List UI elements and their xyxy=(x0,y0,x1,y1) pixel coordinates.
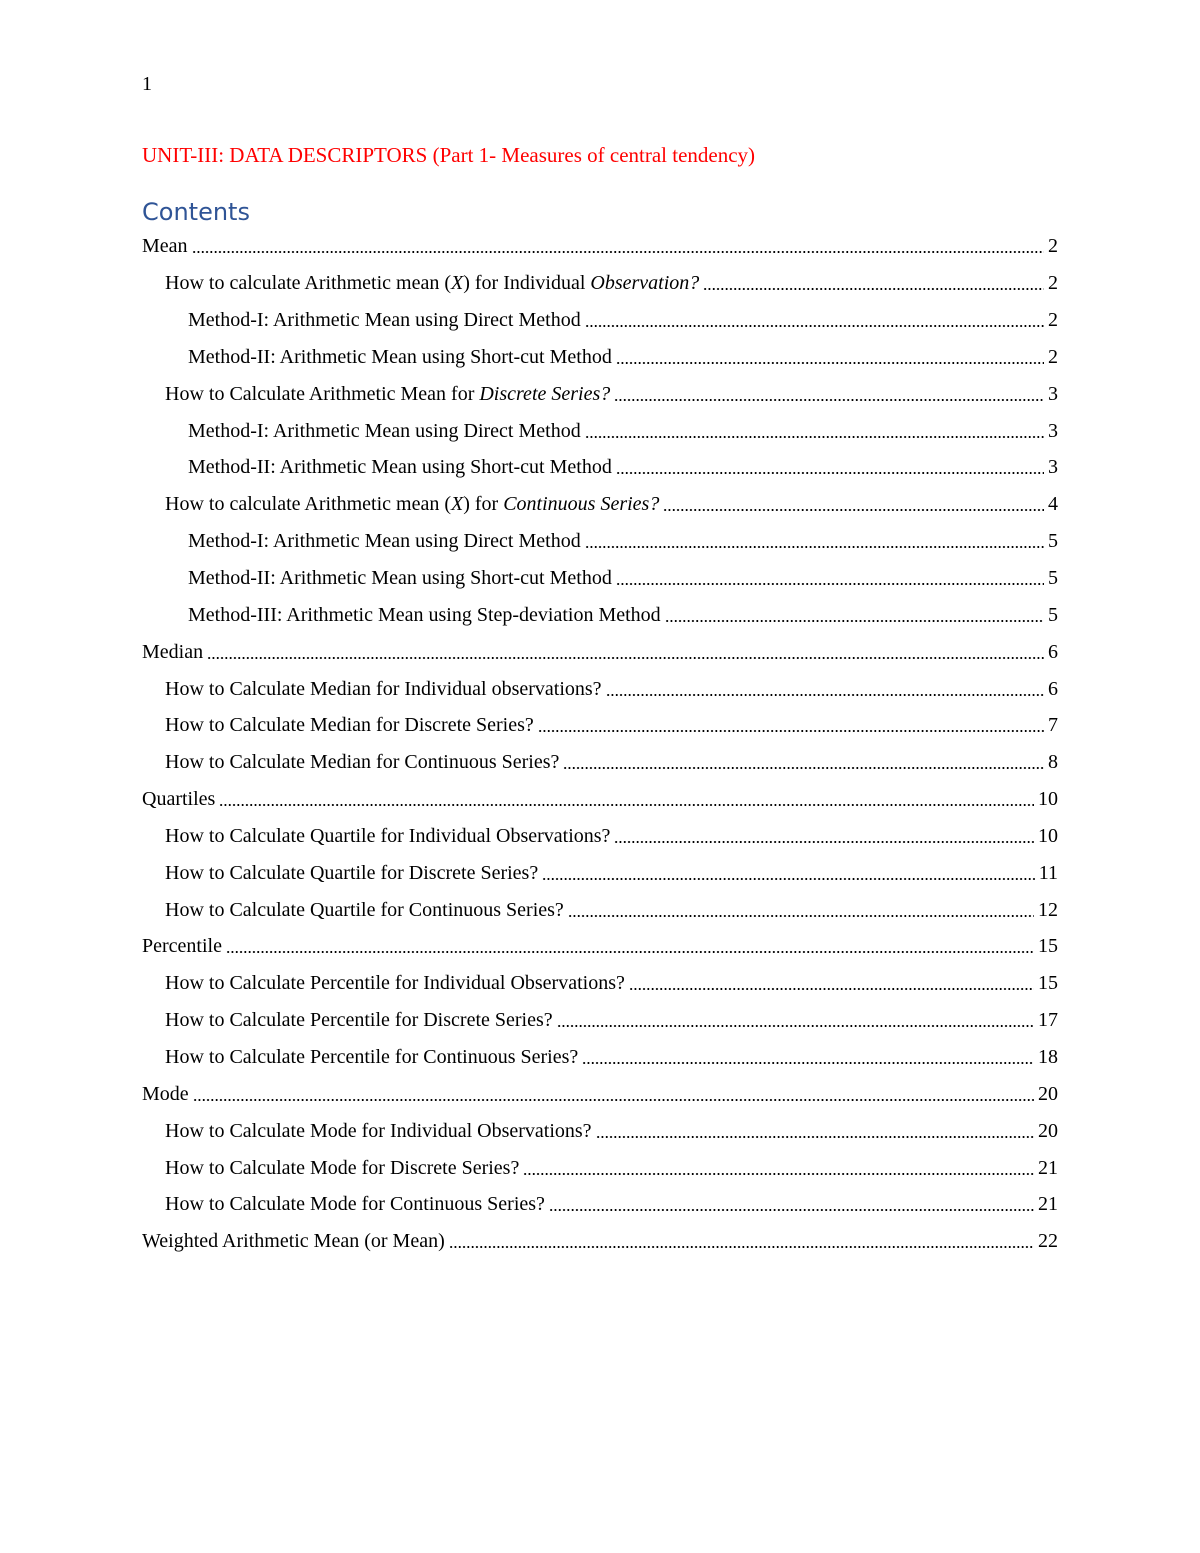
toc-page-number: 17 xyxy=(1038,1009,1058,1032)
toc-page-number: 4 xyxy=(1048,493,1058,516)
toc-entry-title: How to Calculate Percentile for Individual Observations? xyxy=(165,972,625,995)
toc-page-number: 3 xyxy=(1048,382,1058,405)
toc-page-number: 8 xyxy=(1048,751,1058,774)
toc-page-number: 5 xyxy=(1048,603,1058,626)
dot-leader xyxy=(568,915,1034,917)
dot-leader xyxy=(663,509,1044,511)
toc-page-number: 12 xyxy=(1038,898,1058,921)
toc-entry[interactable] xyxy=(142,486,1058,523)
toc-page-number: 11 xyxy=(1038,861,1058,884)
dot-leader xyxy=(616,472,1044,474)
toc-entry[interactable] xyxy=(142,596,1058,633)
toc-page-number: 2 xyxy=(1048,309,1058,332)
toc-entry-title: Mean xyxy=(142,235,188,258)
dot-leader xyxy=(582,1062,1034,1064)
toc-entry-title: Method-III: Arithmetic Mean using Step-deviation Method xyxy=(188,603,661,626)
dot-leader xyxy=(207,657,1044,659)
toc-entry[interactable] xyxy=(142,928,1058,965)
toc-entry[interactable] xyxy=(142,1149,1058,1186)
toc-entry-title: Mode xyxy=(142,1082,189,1105)
table-of-contents xyxy=(142,228,1058,1260)
toc-entry[interactable] xyxy=(142,449,1058,486)
toc-entry[interactable] xyxy=(142,412,1058,449)
toc-entry-title: Quartiles xyxy=(142,788,216,811)
toc-entry[interactable] xyxy=(142,854,1058,891)
math-symbol: X xyxy=(451,272,464,295)
toc-entry[interactable] xyxy=(142,1186,1058,1223)
toc-entry-italic: Continuous Series? xyxy=(503,493,660,516)
toc-entry[interactable] xyxy=(142,1002,1058,1039)
toc-entry[interactable] xyxy=(142,375,1058,412)
toc-page-number: 10 xyxy=(1038,788,1058,811)
toc-page-number: 2 xyxy=(1048,272,1058,295)
toc-entry[interactable] xyxy=(142,891,1058,928)
toc-entry-title: How to Calculate Median for Continuous Series? xyxy=(165,751,560,774)
toc-page-number: 5 xyxy=(1048,530,1058,553)
toc-entry[interactable] xyxy=(142,523,1058,560)
toc-entry[interactable] xyxy=(142,265,1058,302)
toc-entry-title: Weighted Arithmetic Mean (or Mean) xyxy=(142,1230,445,1253)
dot-leader xyxy=(585,546,1044,548)
contents-heading: Contents xyxy=(142,198,250,226)
toc-entry-title: How to Calculate Arithmetic Mean for Discrete Series? xyxy=(165,382,611,405)
dot-leader xyxy=(606,694,1044,696)
dot-leader xyxy=(614,399,1044,401)
dot-leader xyxy=(616,362,1044,364)
dot-leader xyxy=(563,767,1044,769)
toc-entry-title: How to Calculate Percentile for Discrete Series? xyxy=(165,1009,553,1032)
dot-leader xyxy=(192,251,1044,253)
toc-entry-title: Method-I: Arithmetic Mean using Direct Method xyxy=(188,530,581,553)
dot-leader xyxy=(585,325,1044,327)
toc-entry-italic: Observation? xyxy=(590,272,700,295)
toc-page-number: 2 xyxy=(1048,345,1058,368)
toc-page-number: 10 xyxy=(1038,824,1058,847)
toc-entry-title: Percentile xyxy=(142,935,222,958)
toc-entry[interactable] xyxy=(142,302,1058,339)
toc-entry-title: How to Calculate Quartile for Individual Observations? xyxy=(165,824,611,847)
toc-page-number: 15 xyxy=(1038,935,1058,958)
math-symbol: X xyxy=(451,493,464,516)
dot-leader xyxy=(523,1173,1034,1175)
toc-entry-title: How to Calculate Mode for Continuous Series? xyxy=(165,1193,545,1216)
toc-entry[interactable] xyxy=(142,1112,1058,1149)
toc-entry-title: How to Calculate Mode for Individual Observations? xyxy=(165,1119,592,1142)
toc-page-number: 3 xyxy=(1048,419,1058,442)
toc-entry[interactable] xyxy=(142,670,1058,707)
page-number: 1 xyxy=(142,73,152,95)
toc-entry[interactable] xyxy=(142,781,1058,818)
toc-page-number: 2 xyxy=(1048,235,1058,258)
toc-entry-title: How to Calculate Quartile for Continuous Series? xyxy=(165,898,564,921)
toc-entry-title: How to Calculate Mode for Discrete Series? xyxy=(165,1156,520,1179)
dot-leader xyxy=(542,878,1035,880)
toc-entry[interactable] xyxy=(142,818,1058,855)
toc-page-number: 6 xyxy=(1048,677,1058,700)
dot-leader xyxy=(596,1136,1034,1138)
dot-leader xyxy=(616,583,1044,585)
toc-entry[interactable] xyxy=(142,965,1058,1002)
toc-entry[interactable] xyxy=(142,1223,1058,1260)
toc-entry-title: How to Calculate Quartile for Discrete Series? xyxy=(165,861,539,884)
toc-page-number: 5 xyxy=(1048,567,1058,590)
dot-leader xyxy=(538,730,1044,732)
toc-entry[interactable] xyxy=(142,707,1058,744)
dot-leader xyxy=(629,988,1034,990)
document-title: UNIT-III: DATA DESCRIPTORS (Part 1- Measures of central tendency) xyxy=(142,143,756,167)
toc-entry[interactable] xyxy=(142,560,1058,597)
toc-page-number: 18 xyxy=(1038,1045,1058,1068)
toc-page-number: 20 xyxy=(1038,1119,1058,1142)
toc-entry[interactable] xyxy=(142,633,1058,670)
dot-leader xyxy=(449,1246,1034,1248)
toc-entry[interactable] xyxy=(142,339,1058,376)
toc-entry[interactable] xyxy=(142,1039,1058,1076)
toc-entry-title: Method-II: Arithmetic Mean using Short-cut Method xyxy=(188,456,612,479)
toc-entry-title: How to calculate Arithmetic mean (X) for Continuous Series? xyxy=(165,493,660,516)
toc-page-number: 15 xyxy=(1038,972,1058,995)
toc-entry[interactable] xyxy=(142,1075,1058,1112)
toc-entry-title: How to Calculate Percentile for Continuous Series? xyxy=(165,1045,579,1068)
dot-leader xyxy=(585,436,1044,438)
toc-entry-title: Method-I: Arithmetic Mean using Direct Method xyxy=(188,419,581,442)
toc-page-number: 22 xyxy=(1038,1230,1058,1253)
toc-page-number: 21 xyxy=(1038,1156,1058,1179)
toc-entry-title: Method-II: Arithmetic Mean using Short-cut Method xyxy=(188,345,612,368)
toc-page-number: 3 xyxy=(1048,456,1058,479)
toc-entry[interactable] xyxy=(142,744,1058,781)
toc-entry-italic: Discrete Series? xyxy=(479,382,611,405)
dot-leader xyxy=(226,951,1034,953)
dot-leader xyxy=(665,620,1044,622)
toc-page-number: 21 xyxy=(1038,1193,1058,1216)
dot-leader xyxy=(193,1099,1034,1101)
toc-entry-title: Method-I: Arithmetic Mean using Direct Method xyxy=(188,309,581,332)
dot-leader xyxy=(614,841,1034,843)
toc-page-number: 20 xyxy=(1038,1082,1058,1105)
toc-entry-title: How to Calculate Median for Individual observations? xyxy=(165,677,602,700)
dot-leader xyxy=(549,1209,1034,1211)
toc-entry-title: How to calculate Arithmetic mean (X) for Individual Observation? xyxy=(165,272,700,295)
toc-page-number: 6 xyxy=(1048,640,1058,663)
toc-entry-title: How to Calculate Median for Discrete Series? xyxy=(165,714,534,737)
dot-leader xyxy=(703,288,1044,290)
toc-entry-title: Median xyxy=(142,640,204,663)
toc-page-number: 7 xyxy=(1048,714,1058,737)
dot-leader xyxy=(557,1025,1034,1027)
toc-entry-title: Method-II: Arithmetic Mean using Short-cut Method xyxy=(188,567,612,590)
dot-leader xyxy=(219,804,1034,806)
toc-entry[interactable] xyxy=(142,228,1058,265)
